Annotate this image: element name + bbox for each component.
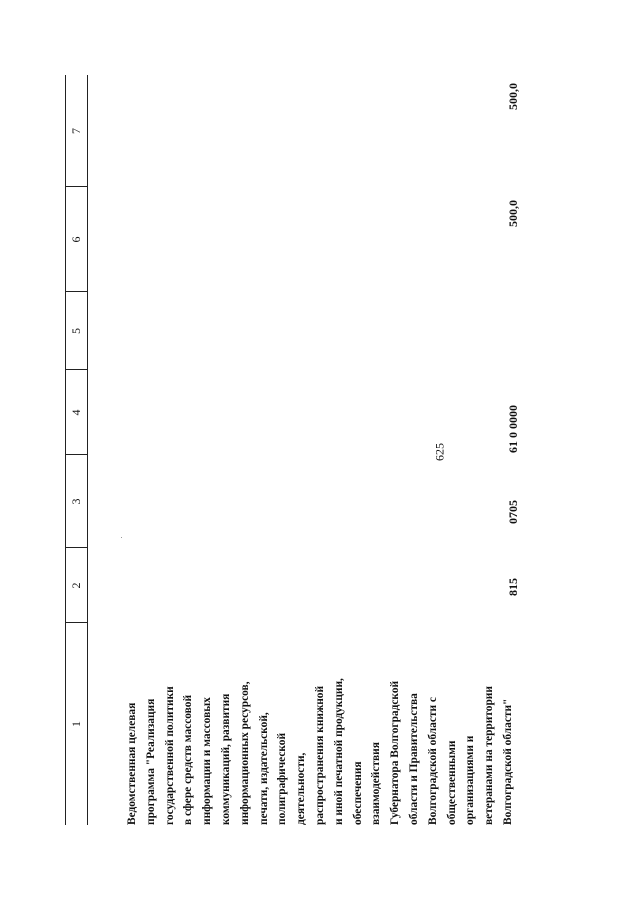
header-col-2: 2 (69, 582, 83, 589)
header-col-6: 6 (69, 236, 83, 243)
header-col-5: 5 (69, 328, 83, 334)
description-line: информационных ресурсов, (238, 681, 251, 825)
description-line: Губернатора Волгоградской (389, 680, 402, 825)
description-line: взаимодействия (370, 742, 383, 825)
header-col-4: 4 (69, 409, 83, 416)
program-description (123, 615, 518, 825)
description-line: деятельности, (295, 752, 308, 825)
header-col-1: 1 (69, 721, 83, 727)
description-line: области и Правительства (407, 693, 420, 825)
description-line: Ведомственная целевая (126, 702, 138, 825)
table-top-rule (65, 75, 66, 825)
description-line: программа "Реализация (144, 698, 157, 825)
description-line: распространения книжной (313, 685, 326, 825)
description-line: информации и массовых (201, 697, 214, 825)
description-line: в сфере средств массовой (182, 694, 195, 825)
cell-code-2: 815 (506, 578, 520, 596)
description-line: обеспечения (351, 761, 364, 825)
description-line: общественными (445, 740, 458, 825)
cell-value-6: 500,0 (506, 200, 520, 227)
budget-table (65, 75, 520, 825)
description-line: коммуникаций, развития (219, 693, 232, 825)
description-line: государственной политики (163, 686, 176, 825)
page-number: 625 (432, 443, 447, 461)
description-line: ветеранами на территории (483, 686, 496, 825)
description-line: и иной печатной продукции, (332, 678, 345, 825)
cell-code-3: 0705 (506, 500, 520, 524)
description-line: Волгоградской области с (426, 697, 439, 825)
header-col-7: 7 (69, 128, 83, 134)
description-line: организациями и (464, 735, 477, 825)
description-line: полиграфической (276, 732, 289, 825)
header-col-3: 3 (69, 498, 83, 505)
cell-value-7: 500,0 (506, 83, 520, 110)
header-bottom-rule (87, 75, 88, 825)
description-line: Волгоградской области" (501, 698, 514, 825)
description-line: печати, издательской, (257, 712, 270, 825)
cell-code-4: 61 0 0000 (506, 405, 520, 453)
